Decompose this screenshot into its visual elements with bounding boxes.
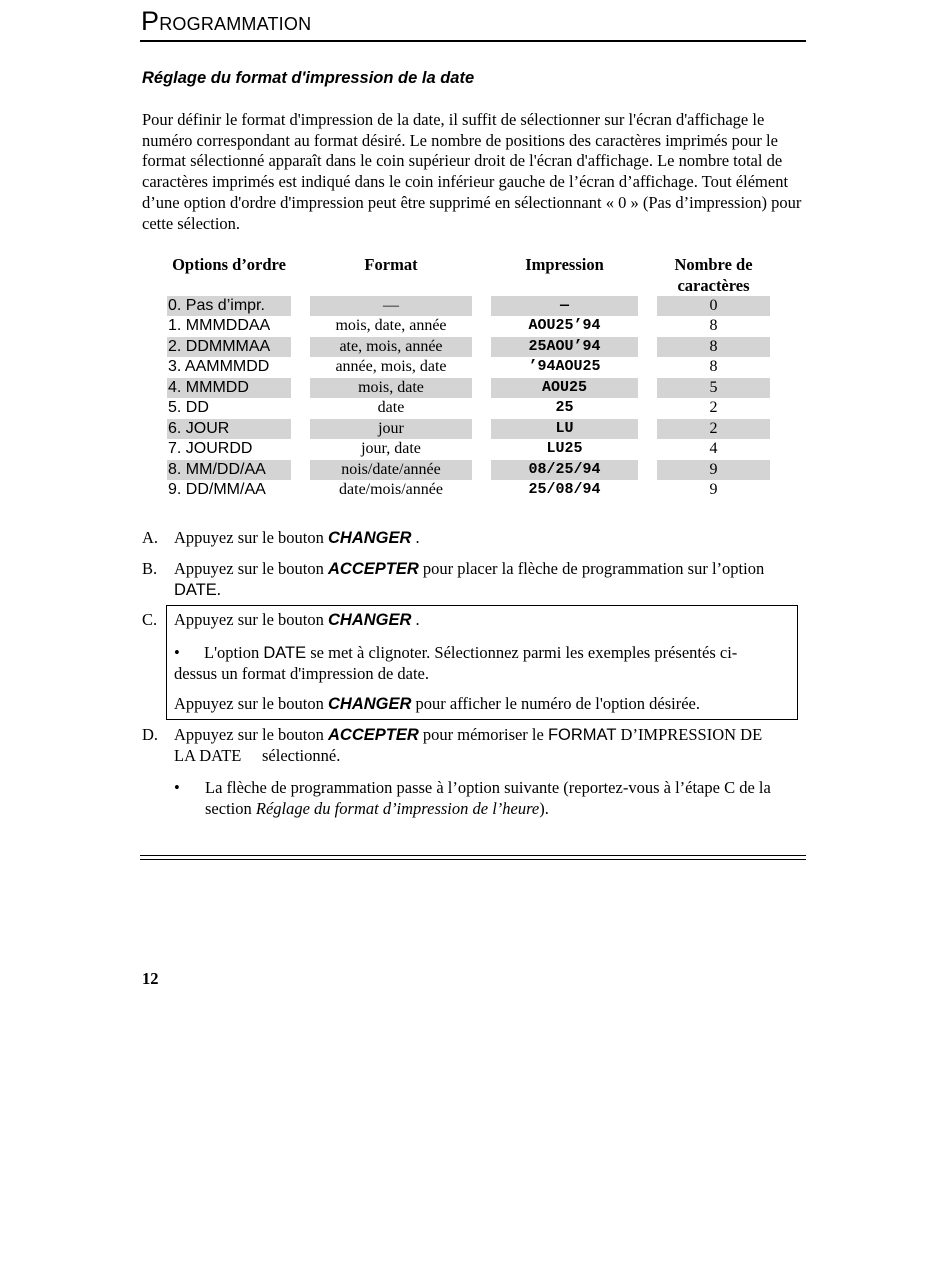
impression-cell: AOU25 — [491, 378, 638, 399]
table-row — [0, 378, 950, 399]
count-cell: 0 — [657, 296, 770, 317]
table-row — [0, 480, 950, 501]
changer-button-ref: CHANGER — [327, 611, 412, 629]
step-b-text: Appuyez sur le bouton ACCEPTER pour placer la flèche de programmation sur l’option DATE. — [174, 559, 765, 599]
format-word: FORMAT — [547, 726, 617, 744]
step-c-bullet-text: L'option DATE se met à clignoter. Sélectionnez parmi les exemples présentés ci-dessus un format d'impression de date. — [174, 643, 738, 683]
table-row — [0, 460, 950, 481]
table-row — [0, 419, 950, 440]
header-count-line1: Nombre de — [674, 255, 753, 274]
format-cell: année, mois, date — [335, 358, 447, 375]
step-d-text-line2: LA DATE sélectionné. — [174, 746, 341, 765]
impression-cell: 25AOU’94 — [491, 337, 638, 358]
option-cell: 7. JOURDD — [168, 440, 253, 457]
header-impression: Impression — [525, 255, 604, 274]
accepter-button-ref: ACCEPTER — [327, 726, 419, 744]
header-title-rest: ROGRAMMATION — [159, 14, 312, 34]
accepter-button-ref: ACCEPTER — [327, 560, 419, 578]
format-cell: ate, mois, année — [310, 337, 472, 358]
format-cell: date/mois/année — [339, 481, 443, 498]
count-cell: 8 — [709, 317, 718, 334]
option-cell: 2. DDMMMAA — [167, 337, 291, 358]
count-cell: 9 — [657, 460, 770, 481]
bullet-icon: • — [174, 643, 180, 662]
impression-cell: ’94AOU25 — [528, 358, 601, 375]
step-a-label: A. — [142, 528, 159, 547]
step-c-line1: Appuyez sur le bouton CHANGER . — [174, 610, 420, 629]
option-cell: 5. DD — [168, 399, 209, 416]
count-cell: 8 — [657, 337, 770, 358]
changer-button-ref: CHANGER — [327, 529, 412, 547]
header-count-line2: caractères — [677, 275, 750, 295]
impression-cell: — — [491, 296, 638, 317]
page-number: 12 — [142, 969, 159, 988]
table-row — [0, 316, 950, 337]
header-title-initial: P — [141, 6, 160, 36]
impression-cell: 25 — [555, 399, 574, 416]
header-count — [650, 255, 777, 296]
impression-cell: 08/25/94 — [491, 460, 638, 481]
format-cell: jour — [310, 419, 472, 440]
bullet-icon: • — [174, 778, 180, 797]
table-row — [0, 296, 950, 317]
step-c-line3: Appuyez sur le bouton CHANGER pour afficher le numéro de l'option désirée. — [174, 694, 700, 713]
step-d-text: Appuyez sur le bouton ACCEPTER pour mémoriser le FORMAT D’IMPRESSION DE — [174, 725, 763, 744]
intro-paragraph: Pour définir le format d'impression de la date, il suffit de sélectionner sur l'écran d'affichage le numéro correspondant au format désiré. Le nombre de positions des caractères imprimés pour le format sélectionné apparaît dans le coin supérieur droit de l'écran d'affichage. Le nombre total de caractères imprimés est indiqué dans le coin inférieur gauche de l’écran d’affichage. Tout élément d’une option d'ordre d'impression peut être supprimé en sélectionnant « 0 » (Pas d’impression) pour cette sélection. — [142, 110, 802, 233]
section-title: Réglage du format d'impression de la date — [142, 69, 475, 87]
format-cell: nois/date/année — [310, 460, 472, 481]
step-c-label: C. — [142, 610, 158, 629]
option-cell: 6. JOUR — [167, 419, 291, 440]
date-option-ref: DATE — [174, 580, 217, 599]
format-cell: date — [377, 399, 405, 416]
section-reference: Réglage du format d’impression de l’heure — [255, 798, 540, 818]
impression-cell: LU — [491, 419, 638, 440]
option-cell: 9. DD/MM/AA — [168, 481, 266, 498]
option-cell: 3. AAMMMDD — [168, 358, 270, 375]
count-cell: 9 — [709, 481, 718, 498]
impression-cell: LU25 — [546, 440, 583, 457]
header-options: Options d’ordre — [172, 255, 286, 274]
table-row — [0, 357, 950, 378]
table-row — [0, 398, 950, 419]
format-cell: mois, date, année — [335, 317, 447, 334]
header-rule — [140, 40, 806, 42]
option-cell: 8. MM/DD/AA — [167, 460, 291, 481]
date-option-ref: DATE — [263, 644, 307, 662]
table-row — [0, 337, 950, 358]
option-cell: 0. Pas d’impr. — [167, 296, 291, 317]
footer-rule-bottom — [140, 859, 806, 860]
format-cell: — — [310, 296, 472, 317]
format-cell: jour, date — [361, 440, 421, 457]
count-cell: 4 — [709, 440, 718, 457]
count-cell: 5 — [657, 378, 770, 399]
option-cell: 4. MMMDD — [167, 378, 291, 399]
count-cell: 2 — [709, 399, 718, 416]
count-cell: 8 — [709, 358, 718, 375]
step-b-label: B. — [142, 559, 158, 578]
option-cell: 1. MMMDDAA — [168, 317, 271, 334]
step-d-bullet-text: La flèche de programmation passe à l’option suivante (reportez-vous à l’étape C de la section Réglage du format d’impression de l’heure). — [205, 778, 771, 818]
header-format: Format — [364, 255, 418, 274]
impression-cell: 25/08/94 — [528, 481, 601, 498]
step-d-label: D. — [142, 725, 159, 744]
footer-rule-top — [140, 855, 806, 856]
step-a-text: Appuyez sur le bouton CHANGER . — [174, 528, 420, 547]
page-header-title — [141, 6, 311, 37]
changer-button-ref: CHANGER — [327, 695, 412, 713]
impression-cell: AOU25’94 — [528, 317, 601, 334]
count-cell: 2 — [657, 419, 770, 440]
table-row — [0, 439, 950, 460]
format-cell: mois, date — [310, 378, 472, 399]
